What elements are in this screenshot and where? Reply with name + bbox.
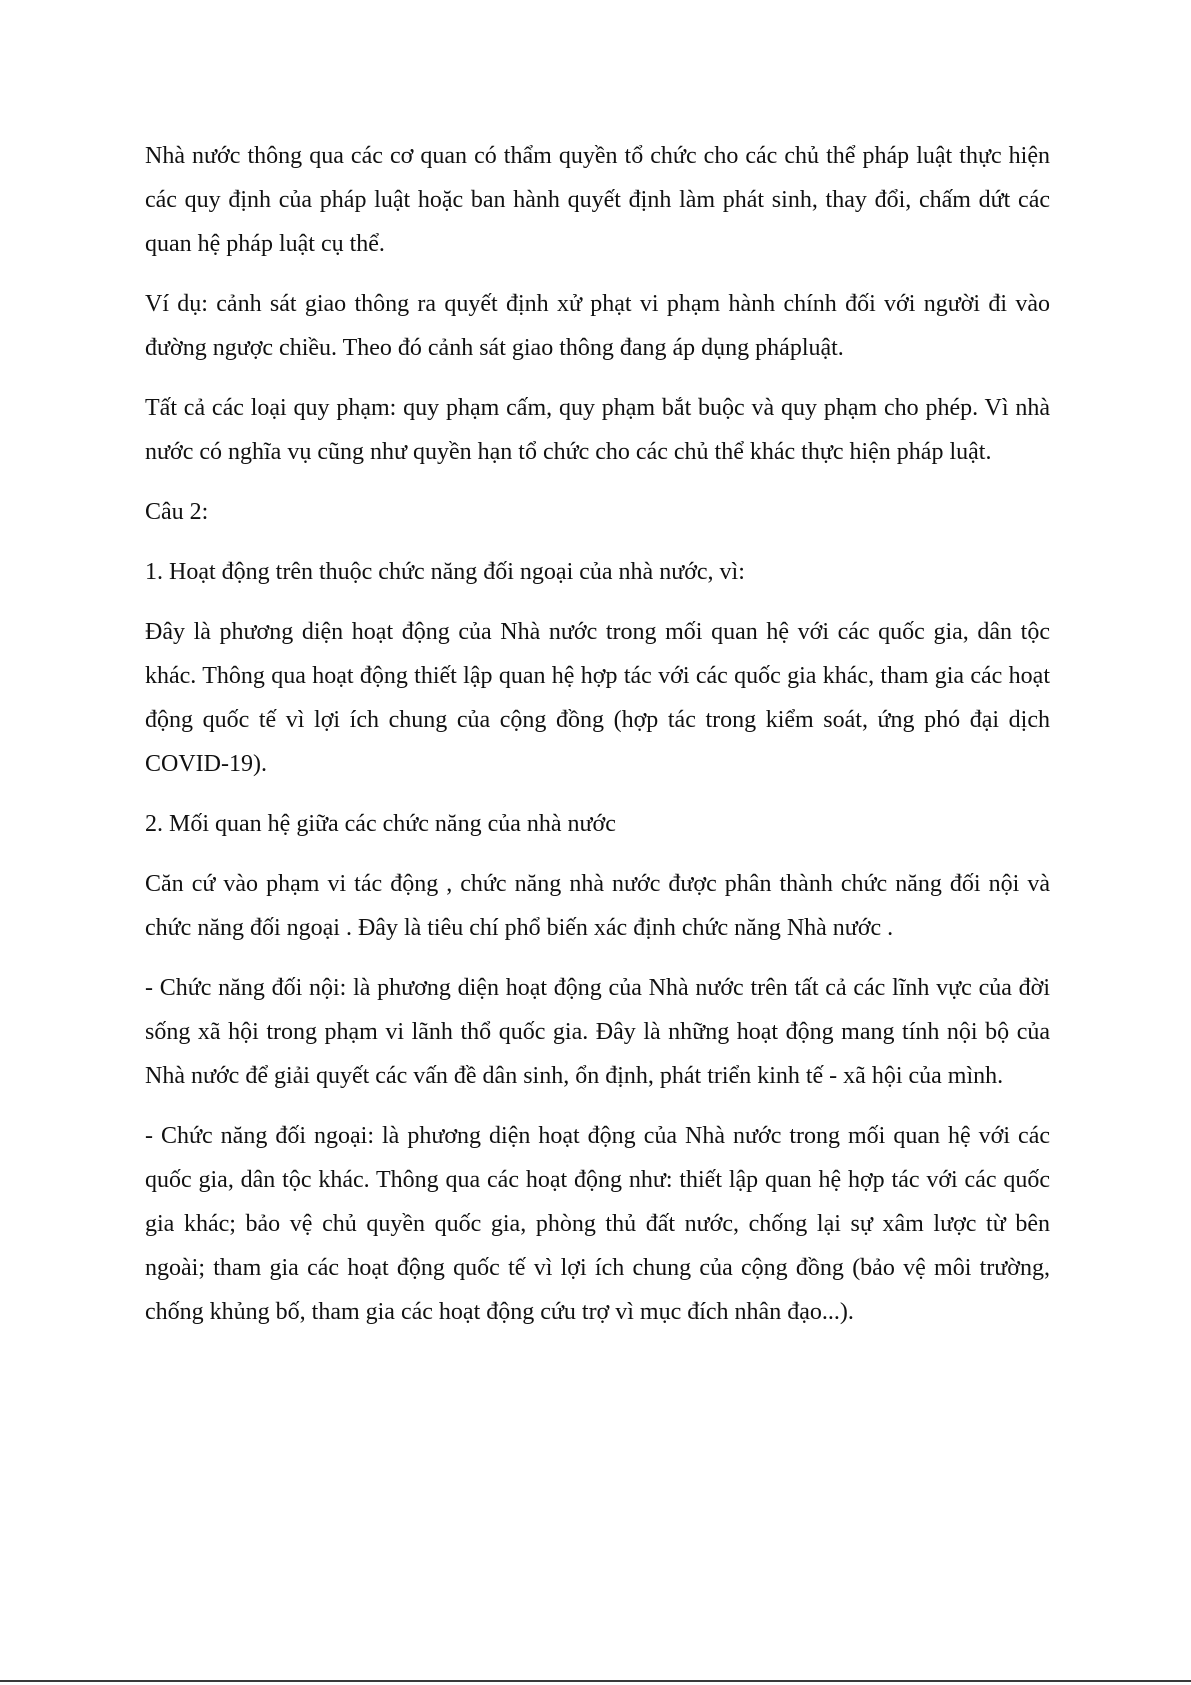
paragraph-external-function: - Chức năng đối ngoại: là phương diện hoạt động của Nhà nước trong mối quan hệ với các quốc gia, dân tộc khác. Thông qua các hoạt động như: thiết lập quan hệ hợp tác với các quốc gia khác; bảo vệ chủ quyền quốc gia, phòng thủ đất nước, chống lại sự xâm lược từ bên ngoài; tham gia các hoạt động quốc tế vì lợi ích chung của cộng đồng (bảo vệ môi trường, chống khủng bố, tham gia các hoạt động cứu trợ vì mục đích nhân đạo...). bbox=[145, 1123, 1050, 1325]
paragraph-norm-types: Tất cả các loại quy phạm: quy phạm cấm, quy phạm bắt buộc và quy phạm cho phép. Vì nhà nước có nghĩa vụ cũng như quyền hạn tổ chức cho các chủ thể khác thực hiện pháp luật. bbox=[145, 395, 1050, 465]
question-heading: Câu 2: bbox=[145, 499, 209, 525]
paragraph-example: Ví dụ: cảnh sát giao thông ra quyết định xử phạt vi phạm hành chính đối với người đi vào đường ngược chiều. Theo đó cảnh sát giao thông đang áp dụng phápluật. bbox=[145, 291, 1050, 361]
document-page bbox=[145, 134, 1050, 1350]
paragraph-domestic-function: - Chức năng đối nội: là phương diện hoạt động của Nhà nước trên tất cả các lĩnh vực của đời sống xã hội trong phạm vi lãnh thổ quốc gia. Đây là những hoạt động mang tính nội bộ của Nhà nước để giải quyết các vấn đề dân sinh, ổn định, phát triển kinh tế - xã hội của mình. bbox=[145, 975, 1050, 1089]
page-bottom-divider bbox=[0, 1680, 1191, 1682]
answer-2-heading: 2. Mối quan hệ giữa các chức năng của nhà nước bbox=[145, 811, 616, 837]
paragraph-state-application: Nhà nước thông qua các cơ quan có thẩm quyền tổ chức cho các chủ thể pháp luật thực hiện các quy định của pháp luật hoặc ban hành quyết định làm phát sinh, thay đổi, chấm dứt các quan hệ pháp luật cụ thể. bbox=[145, 143, 1050, 257]
paragraph-classification: Căn cứ vào phạm vi tác động , chức năng nhà nước được phân thành chức năng đối nội và chức năng đối ngoại . Đây là tiêu chí phổ biến xác định chức năng Nhà nước . bbox=[145, 871, 1050, 941]
answer-1-heading: 1. Hoạt động trên thuộc chức năng đối ngoại của nhà nước, vì: bbox=[145, 559, 745, 585]
paragraph-foreign-function: Đây là phương diện hoạt động của Nhà nước trong mối quan hệ với các quốc gia, dân tộc khác. Thông qua hoạt động thiết lập quan hệ hợp tác với các quốc gia khác, tham gia các hoạt động quốc tế vì lợi ích chung của cộng đồng (hợp tác trong kiểm soát, ứng phó đại dịch COVID-19). bbox=[145, 619, 1050, 777]
